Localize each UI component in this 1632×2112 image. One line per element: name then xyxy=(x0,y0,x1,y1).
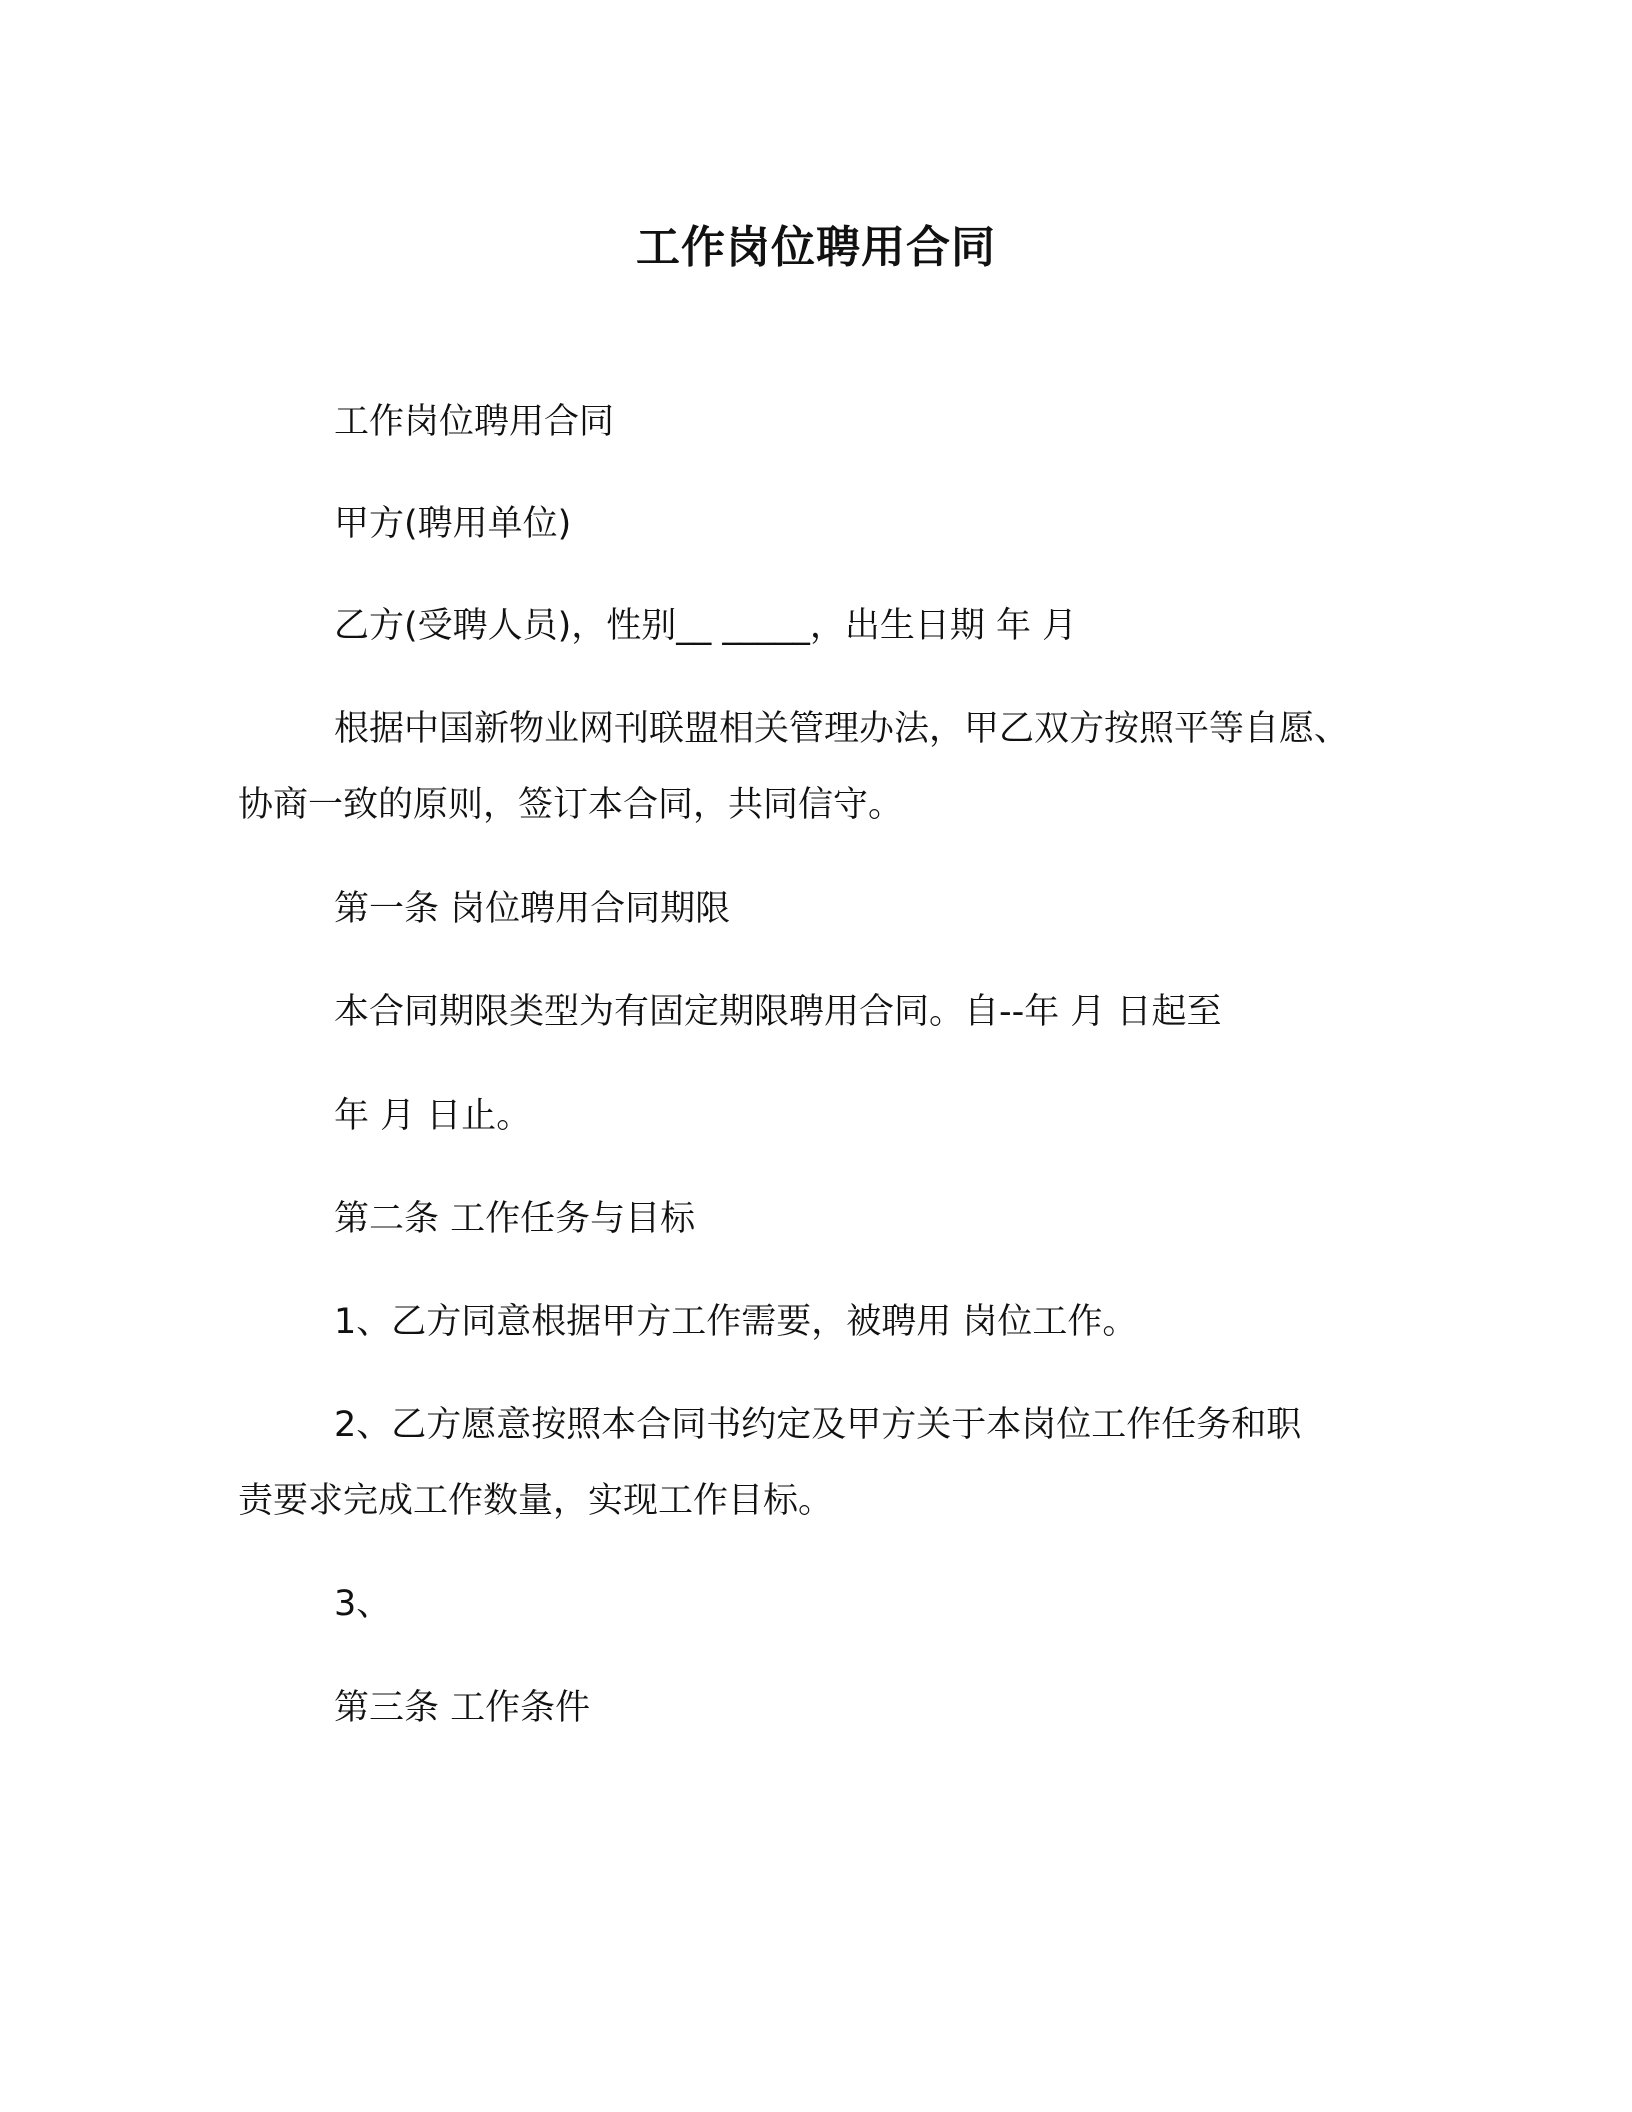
article-2-item-2-line-1: 2、乙方愿意按照本合同书约定及甲方关于本岗位工作任务和职 xyxy=(334,1405,1302,1445)
party-b-line: 乙方(受聘人员)，性别__ _____，出生日期 年 月 xyxy=(334,606,1078,646)
article-1-term-line-1: 本合同期限类型为有固定期限聘用合同。自--年 月 日起至 xyxy=(334,992,1222,1032)
preamble-line-1: 根据中国新物业网刊联盟相关管理办法，甲乙双方按照平等自愿、 xyxy=(334,709,1350,749)
article-2-item-2-line-2: 责要求完成工作数量，实现工作目标。 xyxy=(238,1481,834,1521)
article-2-item-1: 1、乙方同意根据甲方工作需要，被聘用 岗位工作。 xyxy=(334,1302,1138,1342)
article-3-heading: 第三条 工作条件 xyxy=(334,1688,591,1728)
document-title: 工作岗位聘用合同 xyxy=(636,222,996,273)
article-2-heading: 第二条 工作任务与目标 xyxy=(334,1199,696,1239)
preamble-line-2: 协商一致的原则，签订本合同，共同信守。 xyxy=(238,785,904,825)
article-2-item-3: 3、 xyxy=(334,1584,392,1624)
party-a-line: 甲方(聘用单位) xyxy=(334,504,572,544)
article-1-heading: 第一条 岗位聘用合同期限 xyxy=(334,889,731,929)
contract-heading: 工作岗位聘用合同 xyxy=(334,402,615,442)
article-1-term-line-2: 年 月 日止。 xyxy=(334,1096,532,1136)
